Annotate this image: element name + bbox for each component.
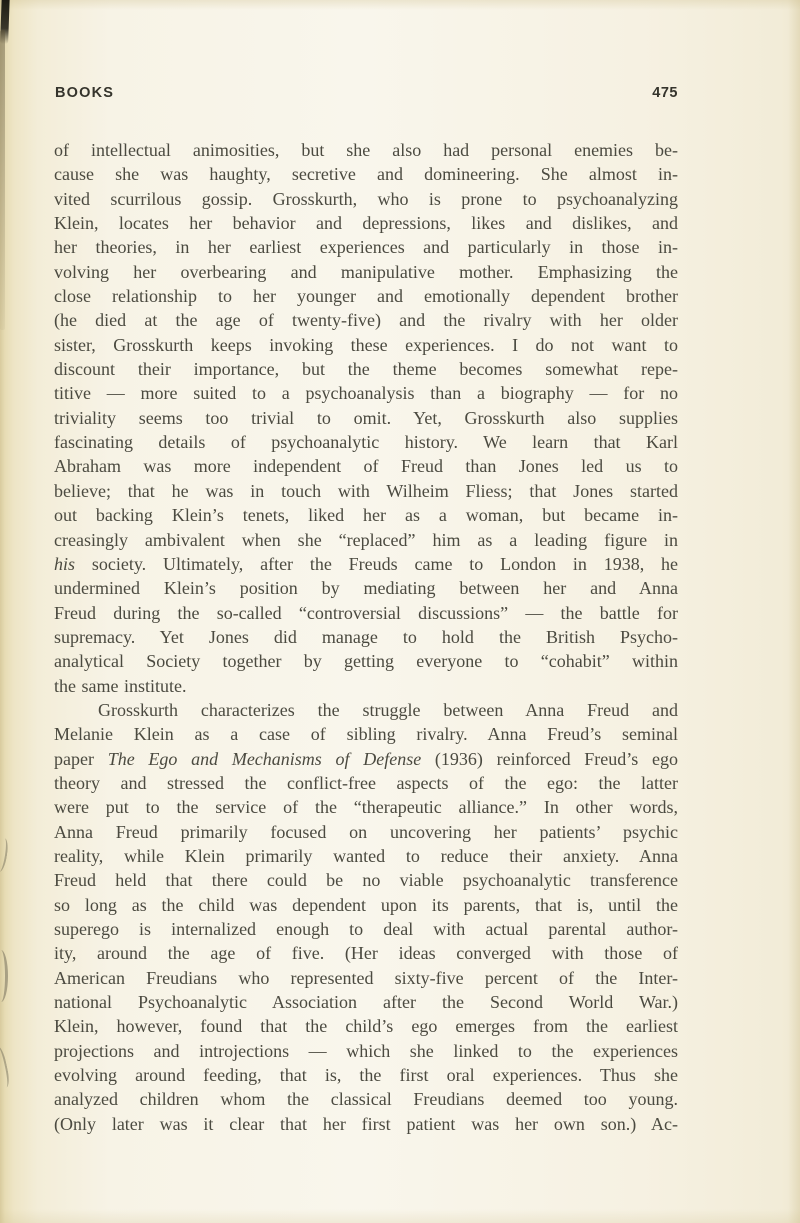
text-segment: out backing Klein’s tenets, liked her as a woman, but became in-: [54, 505, 678, 526]
text-line: [54, 966, 678, 990]
text-line: [54, 260, 678, 284]
text-line: [54, 333, 678, 357]
text-line: [54, 1014, 678, 1038]
text-line: [54, 1063, 678, 1087]
text-segment: were put to the service of the “therapeutic alliance.” In other words,: [54, 797, 678, 818]
text-line: [54, 284, 678, 308]
text-segment: undermined Klein’s position by mediating between her and Anna: [54, 578, 678, 599]
text-segment: society. Ultimately, after the Freuds came to London in 1938, he: [75, 553, 678, 574]
text-segment: discount their importance, but the theme becomes somewhat repe-: [54, 359, 678, 380]
text-segment: Freud during the so-called “controversial discussions” — the battle for: [54, 602, 678, 623]
text-line: [54, 1112, 678, 1136]
text-segment: of intellectual animosities, but she also had personal enemies be-: [54, 140, 678, 160]
text-line: [54, 357, 678, 381]
margin-pen-mark: [0, 950, 8, 1002]
text-segment: Anna Freud primarily focused on uncovering her patients’ psychic: [54, 821, 678, 842]
text-line: [54, 844, 678, 868]
page-edge-shadow: [0, 30, 5, 330]
text-line: [54, 479, 678, 503]
text-segment: (he died at the age of twenty-five) and the rivalry with her older: [54, 310, 678, 331]
text-segment: ity, around the age of five. (Her ideas converged with those of: [54, 943, 678, 964]
text-line: [54, 430, 678, 454]
text-line: [54, 893, 678, 917]
italic-text: his: [54, 553, 76, 574]
text-line: [54, 235, 678, 259]
text-line: [54, 625, 678, 649]
text-line: [54, 820, 678, 844]
text-line: [54, 917, 678, 941]
text-segment: supremacy. Yet Jones did manage to hold the British Psycho-: [54, 626, 678, 647]
text-segment: Abraham was more independent of Freud than Jones led us to: [54, 456, 678, 477]
text-line: [54, 576, 678, 600]
text-segment: Freud held that there could be no viable psychoanalytic transference: [54, 870, 678, 891]
text-segment: paper: [54, 748, 108, 769]
text-line: [54, 162, 678, 186]
text-segment: superego is internalized enough to deal with actual parental author-: [54, 919, 678, 939]
text-segment: sister, Grosskurth keeps invoking these experiences. I do not want to: [54, 334, 678, 355]
running-head: [55, 85, 678, 101]
text-segment: believe; that he was in touch with Wilheim Fliess; that Jones started: [54, 480, 678, 501]
text-line: [54, 722, 678, 746]
text-segment: reality, while Klein primarily wanted to reduce their anxiety. Anna: [54, 845, 678, 866]
text-segment: (Only later was it clear that her first patient was her own son.) Ac-: [54, 1113, 678, 1134]
text-line: [54, 211, 678, 235]
text-line: [54, 308, 678, 332]
text-segment: her theories, in her earliest experiences and particularly in those in-: [54, 237, 678, 258]
text-segment: vited scurrilous gossip. Grosskurth, who is prone to psychoanalyzing: [54, 188, 678, 209]
text-segment: projections and introjections — which she linked to the experiences: [54, 1040, 678, 1061]
text-segment: (1936) reinforced Freud’s ego: [421, 748, 678, 769]
margin-pen-mark: [0, 1045, 11, 1088]
text-line: [54, 990, 678, 1014]
text-segment: the same institute.: [54, 675, 187, 696]
text-segment: close relationship to her younger and emotionally dependent brother: [54, 286, 678, 307]
text-line: [54, 381, 678, 405]
text-line: [54, 868, 678, 892]
text-segment: analyzed children whom the classical Freudians deemed too young.: [54, 1089, 678, 1110]
italic-text: The Ego and Mechanisms of Defense: [107, 748, 422, 769]
text-line: [54, 1039, 678, 1063]
text-line: [54, 138, 678, 162]
text-segment: so long as the child was dependent upon its parents, that is, until the: [54, 894, 678, 915]
body-text: [54, 138, 678, 1136]
text-segment: national Psychoanalytic Association after the Second World War.): [54, 992, 678, 1013]
text-line: [54, 747, 678, 771]
text-segment: evolving around feeding, that is, the first oral experiences. Thus she: [54, 1065, 678, 1086]
text-segment: cause she was haughty, secretive and domineering. She almost in-: [54, 164, 678, 185]
text-segment: triviality seems too trivial to omit. Yet, Grosskurth also supplies: [54, 407, 678, 428]
text-segment: Klein, however, found that the child’s ego emerges from the earliest: [54, 1016, 678, 1037]
text-line: [54, 454, 678, 478]
text-segment: titive — more suited to a psychoanalysis than a biography — for no: [54, 383, 678, 404]
text-line: [54, 674, 678, 698]
text-line: [54, 406, 678, 430]
text-line: [54, 795, 678, 819]
running-head-section: BOOKS: [55, 85, 115, 101]
text-line: [54, 187, 678, 211]
text-line: [54, 649, 678, 673]
text-segment: fascinating details of psychoanalytic history. We learn that Karl: [54, 432, 678, 453]
text-line: [54, 941, 678, 965]
page-number: 475: [652, 85, 678, 101]
text-line: [54, 1087, 678, 1111]
text-segment: Klein, locates her behavior and depressions, likes and dislikes, and: [54, 213, 678, 234]
text-line: [54, 528, 678, 552]
text-segment: theory and stressed the conflict-free aspects of the ego: the latter: [54, 772, 678, 793]
text-segment: Melanie Klein as a case of sibling rivalry. Anna Freud’s seminal: [54, 724, 678, 745]
text-line: [54, 552, 678, 576]
text-segment: analytical Society together by getting everyone to “cohabit” within: [54, 651, 678, 672]
text-line: [54, 771, 678, 795]
text-line: [54, 601, 678, 625]
text-line: [54, 503, 678, 527]
text-segment: Grosskurth characterizes the struggle between Anna Freud and: [98, 699, 678, 720]
text-segment: creasingly ambivalent when she “replaced” him as a leading figure in: [54, 529, 678, 550]
text-segment: American Freudians who represented sixty-five percent of the Inter-: [54, 967, 678, 988]
margin-pen-mark: [0, 837, 10, 872]
text-line: [54, 698, 678, 722]
text-segment: volving her overbearing and manipulative mother. Emphasizing the: [54, 261, 678, 282]
